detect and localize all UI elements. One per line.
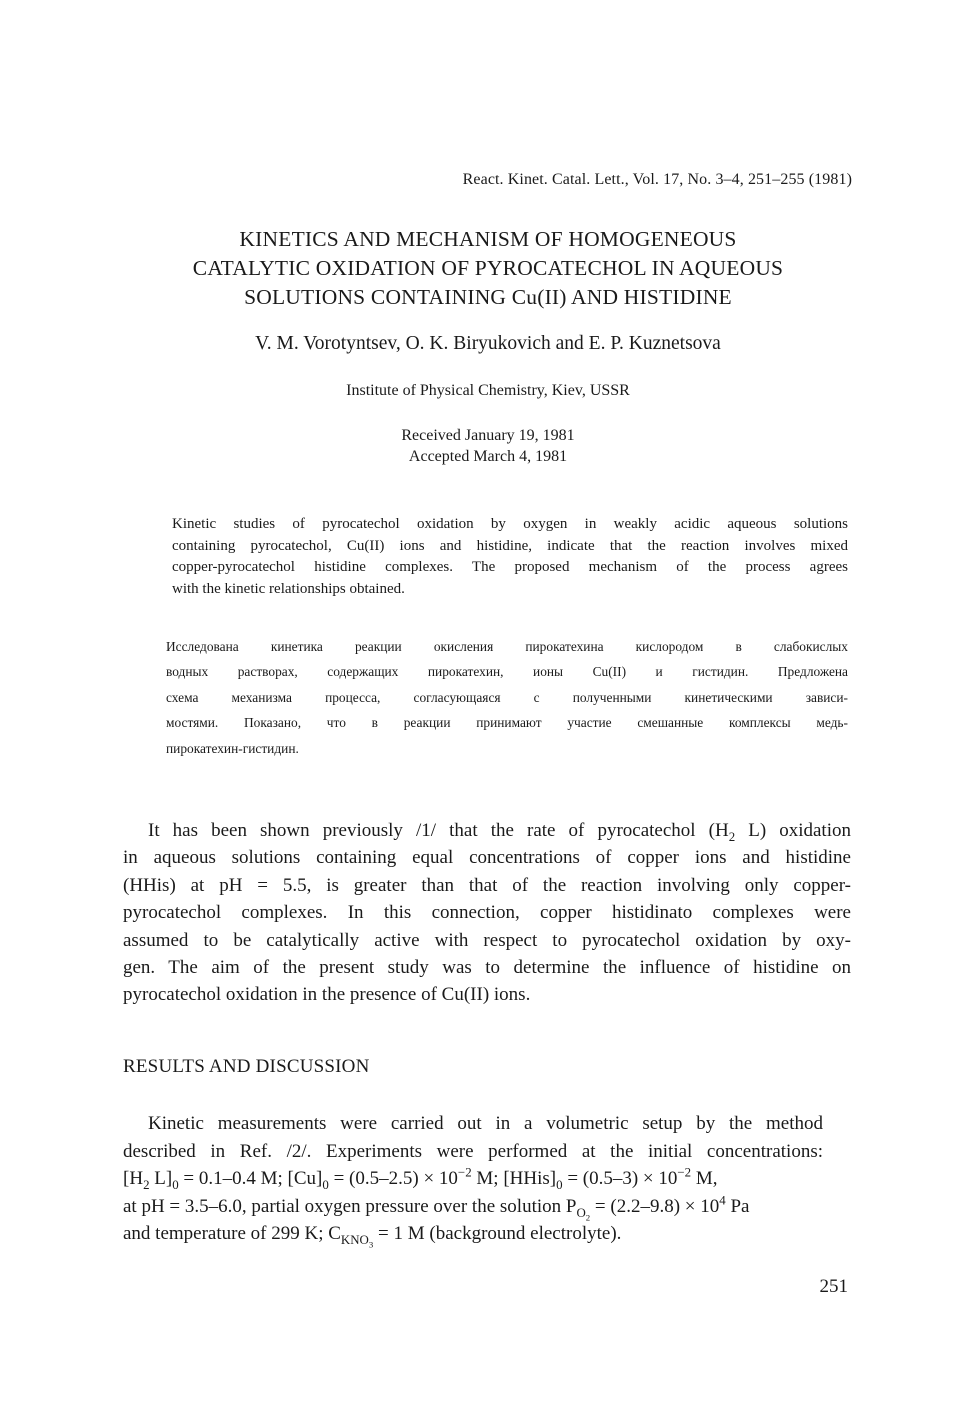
text-run: = (0.5–3) × 10 (562, 1168, 678, 1190)
journal-citation: React. Kinet. Catal. Lett., Vol. 17, No. 3–4, 251–255 (1981) (462, 171, 852, 188)
abstract-line: containing pyrocatechol, Cu(II) ions and histidine, indicate that the reaction involves mixed (172, 537, 848, 554)
author-list: V. M. Vorotyntsev, O. K. Biryukovich and E. P. Kuznetsova (255, 333, 721, 354)
abstract-line: мостями. Показано, что в реакции принимают участие смешанные комплексы медь- (166, 715, 848, 731)
text-run: [H (123, 1168, 144, 1190)
subscript: 2 (585, 1212, 591, 1223)
abstract-english (172, 514, 848, 600)
text-run: M; [HHis] (471, 1168, 557, 1190)
title-line: KINETICS AND MECHANISM OF HOMOGENEOUS (239, 227, 737, 251)
text-run: M, (691, 1168, 718, 1190)
subscript: 0 (322, 1176, 329, 1192)
subscript-text: O (576, 1204, 586, 1220)
abstract-line: copper-pyrocatechol histidine complexes. The proposed mechanism of the process agrees (172, 559, 848, 575)
text-run: and temperature of 299 K; C (123, 1223, 341, 1245)
subscript: 0 (556, 1176, 563, 1192)
accepted-date: Accepted March 4, 1981 (408, 448, 568, 465)
text-run: at pH = 3.5–6.0, partial oxygen pressure over the solution P (123, 1195, 577, 1217)
superscript: −2 (457, 1164, 472, 1180)
submission-dates (0, 425, 976, 467)
text-run: L) oxidation (735, 820, 851, 841)
subscript (576, 1204, 591, 1223)
abstract-russian (166, 634, 848, 761)
abstract-line: водных растворах, содержащих пирокатехин, ионы Cu(II) и гистидин. Предложена (166, 664, 848, 680)
abstract-line: with the kinetic relationships obtained. (172, 580, 405, 597)
text-line: gen. The aim of the present study was to determine the influence of histidine on (123, 957, 851, 979)
text-run: Pa (725, 1195, 750, 1217)
abstract-line: пирокатехин-гистидин. (166, 740, 299, 756)
text-line: described in Ref. /2/. Experiments were performed at the initial concentrations: (123, 1140, 823, 1162)
text-line: assumed to be catalytically active with respect to pyrocatechol oxidation by oxy- (123, 929, 851, 951)
text-line (123, 817, 851, 844)
affiliation: Institute of Physical Chemistry, Kiev, USSR (346, 382, 630, 399)
subscript: 2 (728, 828, 736, 844)
subscript-text: KNO (340, 1232, 369, 1248)
text-line: pyrocatechol oxidation in the presence of Cu(II) ions. (123, 984, 531, 1006)
text-run: = 0.1–0.4 M; [Cu] (178, 1168, 323, 1190)
subscript (340, 1232, 374, 1250)
text-line: pyrocatechol complexes. In this connection, copper histidinato complexes were (123, 902, 851, 924)
superscript: −2 (677, 1164, 692, 1180)
page-number: 251 (819, 1276, 848, 1297)
subscript: 3 (368, 1239, 374, 1250)
title-line: CATALYTIC OXIDATION OF PYROCATECHOL IN AQUEOUS (192, 256, 784, 280)
results-paragraph (123, 1110, 823, 1248)
text-run: It has been shown previously /1/ that the rate of pyrocatechol (H (148, 820, 729, 841)
text-run: = (0.5–2.5) × 10 (328, 1168, 458, 1190)
text-line: (HHis) at pH = 5.5, is greater than that of the reaction involving only copper- (123, 874, 851, 896)
superscript: 4 (719, 1192, 726, 1208)
paper-title (100, 225, 876, 312)
text-line: in aqueous solutions containing equal concentrations of copper ions and histidine (123, 847, 851, 869)
abstract-line: Kinetic studies of pyrocatechol oxidation by oxygen in weakly acidic aqueous solutions (172, 516, 848, 532)
text-run: = (2.2–9.8) × 10 (590, 1195, 720, 1217)
abstract-line: Исследована кинетика реакции окисления пирокатехина кислородом в слабокислых (166, 639, 848, 654)
subscript: 2 (143, 1176, 150, 1192)
section-heading: RESULTS AND DISCUSSION (123, 1056, 370, 1077)
text-run: = 1 M (background electrolyte). (373, 1223, 622, 1245)
text-line (123, 1193, 871, 1221)
subscript: 0 (172, 1176, 179, 1192)
text-line: Kinetic measurements were carried out in a volumetric setup by the method (148, 1113, 823, 1134)
introduction-paragraph (123, 817, 851, 1009)
received-date: Received January 19, 1981 (401, 427, 575, 444)
title-line: SOLUTIONS CONTAINING Cu(II) AND HISTIDINE (244, 285, 732, 309)
text-line (123, 1220, 823, 1248)
text-run: L] (149, 1168, 173, 1190)
text-line (123, 1165, 823, 1193)
abstract-line: схема механизма процесса, согласующаяся с полученными кинетическими зависи- (166, 689, 848, 705)
